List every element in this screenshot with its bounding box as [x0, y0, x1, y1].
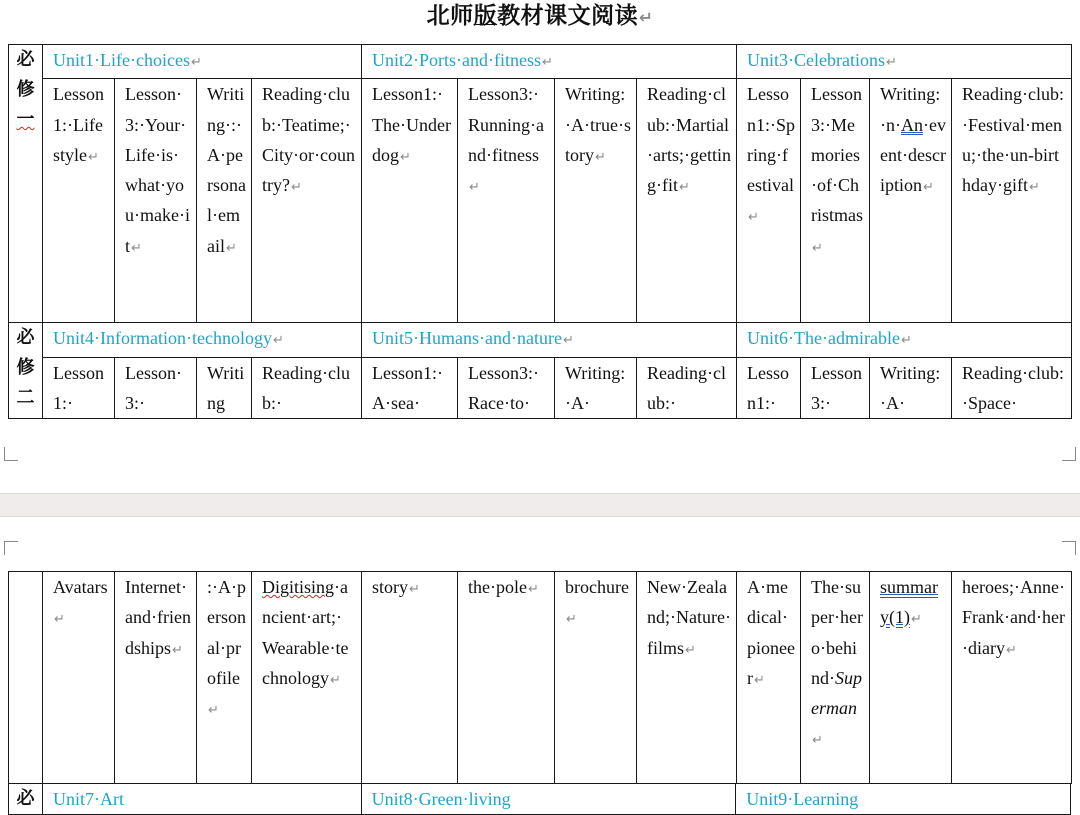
page-corner-mark: [4, 541, 18, 555]
lesson-cell: Lesson·3:·Your·Life·is·what·you·make·it↵: [115, 79, 197, 323]
paragraph-mark-icon: ↵: [469, 180, 480, 196]
book1-label: [9, 45, 43, 323]
unit-5-heading: Unit5·Humans·and·nature↵: [362, 323, 737, 357]
paragraph-mark-icon: ↵: [330, 672, 341, 688]
paragraph-mark-icon: ↵: [190, 55, 202, 70]
writing-cell: Writing:·A·: [555, 357, 637, 419]
book3-label: 必: [9, 784, 43, 815]
book1-char-1: 必: [16, 49, 35, 70]
book2-label: [9, 323, 43, 419]
paragraph-mark-icon: ↵: [54, 612, 65, 628]
writing-cell: Writing:·n·An·event·description↵: [870, 79, 952, 323]
paragraph-mark-icon: ↵: [290, 180, 302, 196]
lesson-cell: Avatars↵: [43, 572, 115, 784]
writing-cell: Writing:·A·true·story↵: [555, 79, 637, 323]
reading-club-cell: Reading·club:·: [637, 357, 737, 419]
lesson-cell: Lesson1:·: [737, 357, 801, 419]
paragraph-mark-icon: ↵: [923, 180, 934, 196]
unit-4-heading: Unit4·Information·technology↵: [43, 323, 362, 357]
spelling-flag: Digitising: [262, 577, 335, 597]
lesson-cell: Lesson1:·The·Underdog↵: [362, 79, 458, 323]
paragraph-mark-icon: ↵: [685, 642, 696, 658]
unit-7-heading: Unit7·Art: [42, 784, 361, 815]
lesson-cell: Lesson1:·Spring·festival↵: [737, 79, 801, 323]
lesson-cell: Internet·and·friendships↵: [115, 572, 197, 784]
paragraph-mark-icon: ↵: [527, 582, 539, 597]
page-break-gap: [0, 493, 1080, 517]
title-part-2: 教材课文阅读: [497, 3, 639, 29]
unit-9-heading: Unit9·Learning: [736, 784, 1071, 815]
paragraph-mark-icon: ↵: [679, 180, 690, 196]
reading-club-cell: Reading·club:·Space·: [952, 357, 1072, 419]
next-row-table: [8, 783, 1071, 815]
textbook-table-page1: [8, 44, 1072, 419]
writing-cell: [870, 572, 952, 784]
reading-club-cell: Reading·club:·Martial·arts;·getting·fit↵: [637, 79, 737, 323]
italic-title: Superman: [811, 667, 862, 719]
writing-cell: brochure↵: [555, 572, 637, 784]
lesson-cell: Lesson3:·: [801, 357, 870, 419]
lesson-cell: story↵: [362, 572, 458, 784]
page-corner-mark: [1062, 447, 1076, 461]
writing-cell: :·A·personal·profile↵: [197, 572, 252, 784]
paragraph-mark-icon: ↵: [1028, 180, 1040, 196]
writing-cell: Writing: [197, 357, 252, 419]
page-corner-mark: [4, 447, 18, 461]
paragraph-mark-icon: ↵: [748, 210, 759, 226]
paragraph-mark-icon: ↵: [812, 240, 823, 256]
page-corner-mark: [1062, 541, 1076, 555]
lessons-row-2-continued: [9, 572, 1072, 784]
paragraph-mark-icon: ↵: [754, 672, 765, 688]
paragraph-mark-icon: ↵: [566, 612, 577, 628]
paragraph-mark-icon: ↵: [1005, 642, 1017, 658]
units-header-row-1: [9, 45, 1072, 79]
paragraph-mark-icon: ↵: [541, 55, 553, 70]
writing-cell: Writing:·A·: [870, 357, 952, 419]
lessons-row-1: [9, 79, 1072, 323]
paragraph-mark-icon: ↵: [812, 733, 823, 749]
next-row-peek: [8, 783, 1071, 809]
lessons-row-2-top: [9, 357, 1072, 419]
reading-club-cell: Reading·club:·Festival·menu;·the·un-birthday·gift↵: [952, 79, 1072, 323]
unit-8-heading: Unit8·Green·living: [361, 784, 736, 815]
reading-club-cell: Reading·club:·: [252, 357, 362, 419]
paragraph-mark-icon: ↵: [172, 642, 183, 658]
lesson-cell: Lesson3:·Running·and·fitness↵: [458, 79, 555, 323]
paragraph-mark-icon: ↵: [409, 582, 420, 597]
book1-char-3: 一: [16, 109, 35, 130]
paragraph-mark-icon: ↵: [639, 8, 654, 27]
title-underlined-char: 版: [473, 3, 498, 29]
unit-6-heading: Unit6·The·admirable↵: [737, 323, 1072, 357]
lesson-cell: the·pole↵: [458, 572, 555, 784]
paragraph-mark-icon: ↵: [595, 149, 606, 165]
reading-club-cell: heroes;·Anne·Frank·and·her·diary↵: [952, 572, 1072, 784]
lesson-cell: Lesson1:·: [43, 357, 115, 419]
book2-char-3: 二: [16, 387, 35, 409]
paragraph-mark-icon: ↵: [208, 703, 219, 719]
paragraph-mark-icon: ↵: [131, 240, 142, 256]
unit-3-heading: Unit3·Celebrations↵: [737, 45, 1072, 79]
title-part-1: 北师: [426, 3, 474, 29]
book2-char-2: 修: [16, 357, 35, 379]
lesson-cell: Lesson3:·Race·to·: [458, 357, 555, 419]
book1-char-2: 修: [16, 79, 35, 100]
lesson-cell: Lesson3:·Memories·of·Christmas↵: [801, 79, 870, 323]
paragraph-mark-icon: ↵: [562, 333, 574, 349]
paragraph-mark-icon: ↵: [400, 149, 411, 165]
units-header-row-2: [9, 323, 1072, 357]
lesson-cell: Lesson·3:·: [115, 357, 197, 419]
paragraph-mark-icon: ↵: [885, 55, 897, 70]
paragraph-mark-icon: ↵: [900, 333, 912, 349]
lesson-cell: Lesson1:·Lifestyle↵: [43, 79, 115, 323]
reading-club-cell: New·Zealand;·Nature·films↵: [637, 572, 737, 784]
paragraph-mark-icon: ↵: [272, 333, 284, 349]
book2-char-1: 必: [16, 327, 35, 349]
lesson-cell: A·medical·pioneer↵: [737, 572, 801, 784]
book-label-continued: [9, 572, 43, 784]
textbook-table-page2: [8, 571, 1072, 784]
unit-1-heading: Unit1·Life·choices↵: [43, 45, 362, 79]
lesson-cell: The·super·hero·behind·Superman↵: [801, 572, 870, 784]
reading-club-cell: Digitising·ancient·art;·Wearable·technology↵: [252, 572, 362, 784]
reading-club-cell: Reading·club:·Teatime;·City·or·country?↵: [252, 79, 362, 323]
writing-cell: Writing·:·A·personal·email↵: [197, 79, 252, 323]
paragraph-mark-icon: ↵: [911, 612, 922, 628]
grammar-flag: An: [901, 114, 923, 135]
paragraph-mark-icon: ↵: [226, 240, 237, 256]
lesson-cell: Lesson1:·A·sea·: [362, 357, 458, 419]
grammar-flag: summary(1): [880, 577, 938, 628]
unit-2-heading: Unit2·Ports·and·fitness↵: [362, 45, 737, 79]
paragraph-mark-icon: ↵: [88, 149, 99, 165]
page-title: [0, 0, 1080, 34]
